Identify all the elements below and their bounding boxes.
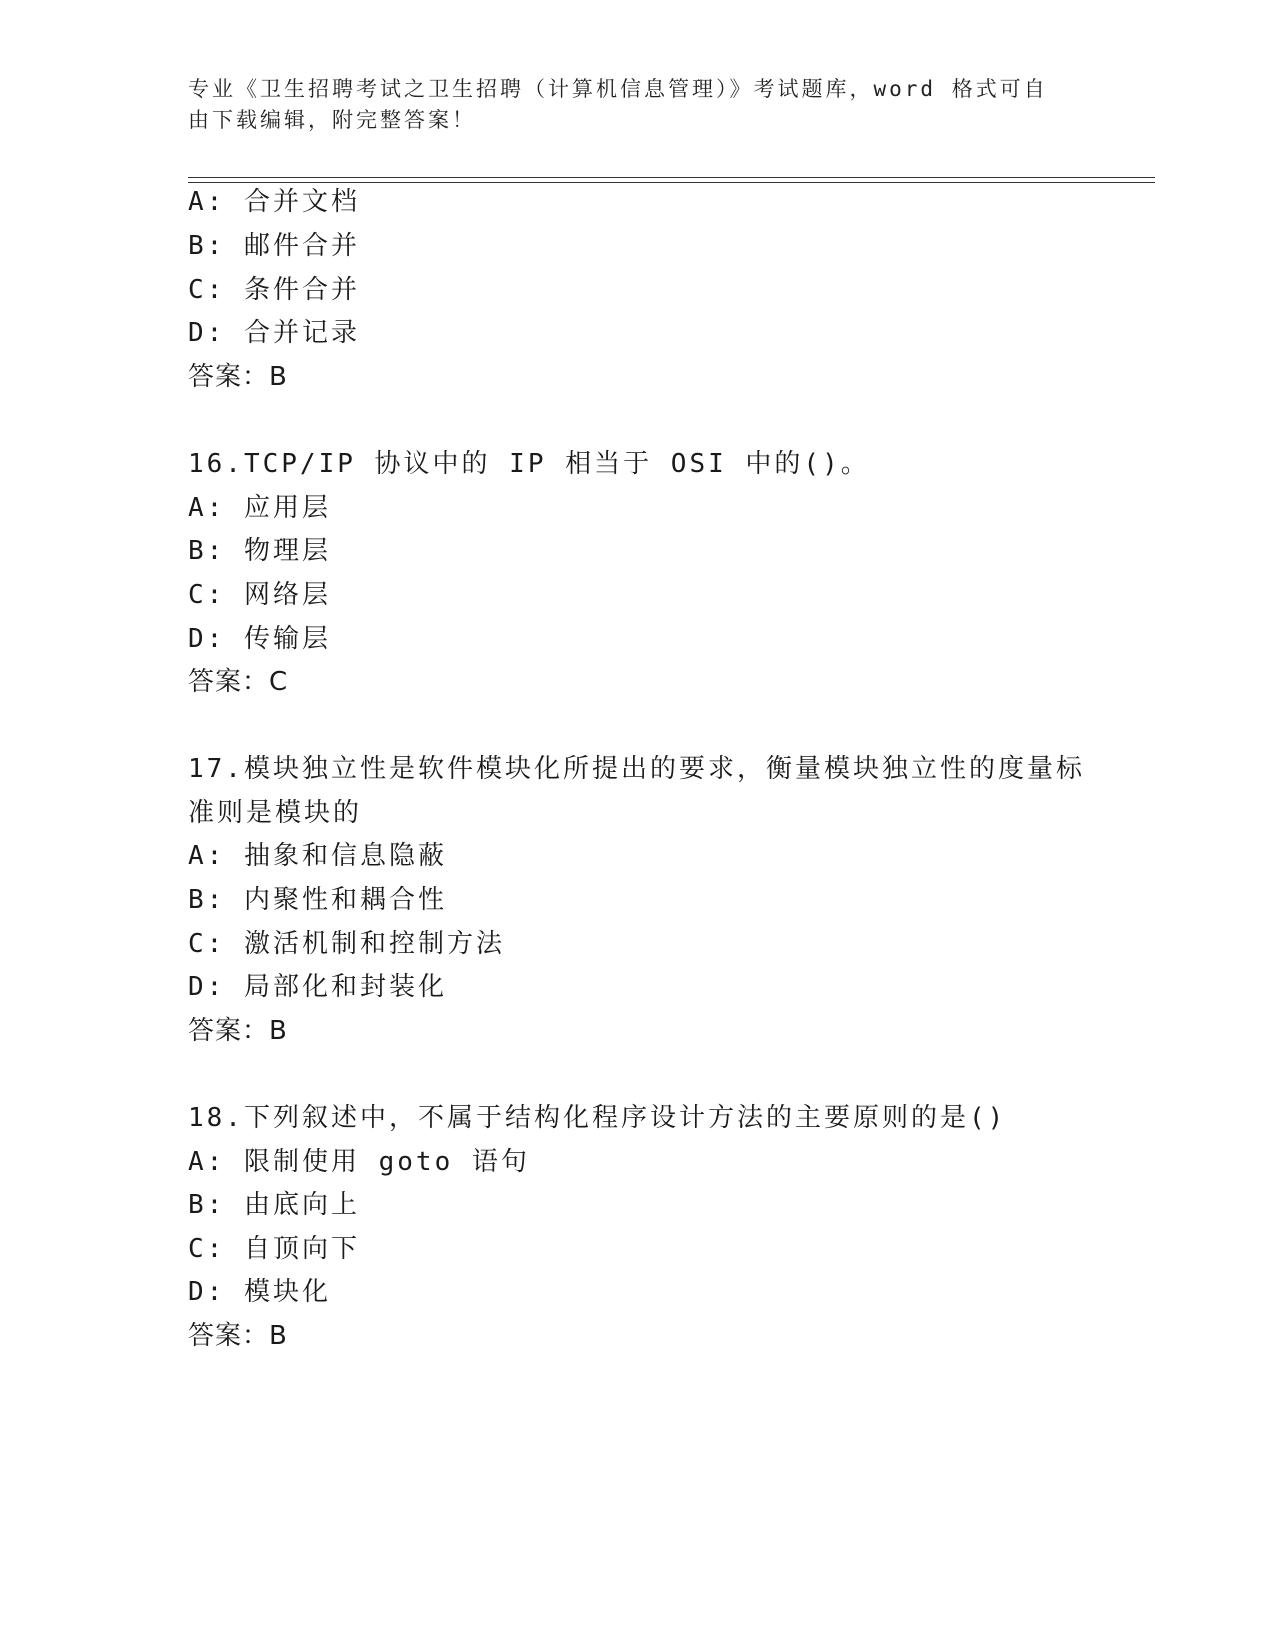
q17-option-c: C: 激活机制和控制方法 xyxy=(188,929,505,959)
q15-answer: 答案：B xyxy=(188,362,288,392)
q17-answer: 答案：B xyxy=(188,1016,288,1046)
q15-option-b: B: 邮件合并 xyxy=(188,231,360,261)
q15-option-c: C: 条件合并 xyxy=(188,275,360,305)
q16-option-b: B: 物理层 xyxy=(188,536,331,566)
divider-line-bottom xyxy=(188,182,1155,183)
q16-answer: 答案：C xyxy=(188,667,289,697)
q16-question: 16.TCP/IP 协议中的 IP 相当于 OSI 中的()。 xyxy=(188,449,870,479)
divider-line-top xyxy=(188,177,1155,178)
q16-option-c: C: 网络层 xyxy=(188,580,331,610)
document-intro: 专业《卫生招聘考试之卫生招聘（计算机信息管理）》考试题库，word 格式可自由下载编辑，附完整答案！ xyxy=(188,77,1048,132)
q17-option-b: B: 内聚性和耦合性 xyxy=(188,885,447,915)
q15-option-a: A: 合并文档 xyxy=(188,187,360,217)
q16-option-a: A: 应用层 xyxy=(188,493,331,523)
q18-answer: 答案：B xyxy=(188,1321,288,1351)
q18-option-d: D: 模块化 xyxy=(188,1277,331,1307)
q17-option-d: D: 局部化和封装化 xyxy=(188,972,447,1002)
q18-option-b: B: 由底向上 xyxy=(188,1190,360,1220)
q18-question: 18.下列叙述中，不属于结构化程序设计方法的主要原则的是() xyxy=(188,1103,1007,1133)
q17-question-line2: 准则是模块的 xyxy=(188,798,363,828)
q15-option-d: D: 合并记录 xyxy=(188,318,360,348)
q18-option-a: A: 限制使用 goto 语句 xyxy=(188,1147,530,1177)
q17-question-line1: 17.模块独立性是软件模块化所提出的要求，衡量模块独立性的度量标 xyxy=(188,754,1085,784)
q18-option-c: C: 自顶向下 xyxy=(188,1234,360,1264)
q17-option-a: A: 抽象和信息隐蔽 xyxy=(188,841,447,871)
q16-option-d: D: 传输层 xyxy=(188,624,331,654)
